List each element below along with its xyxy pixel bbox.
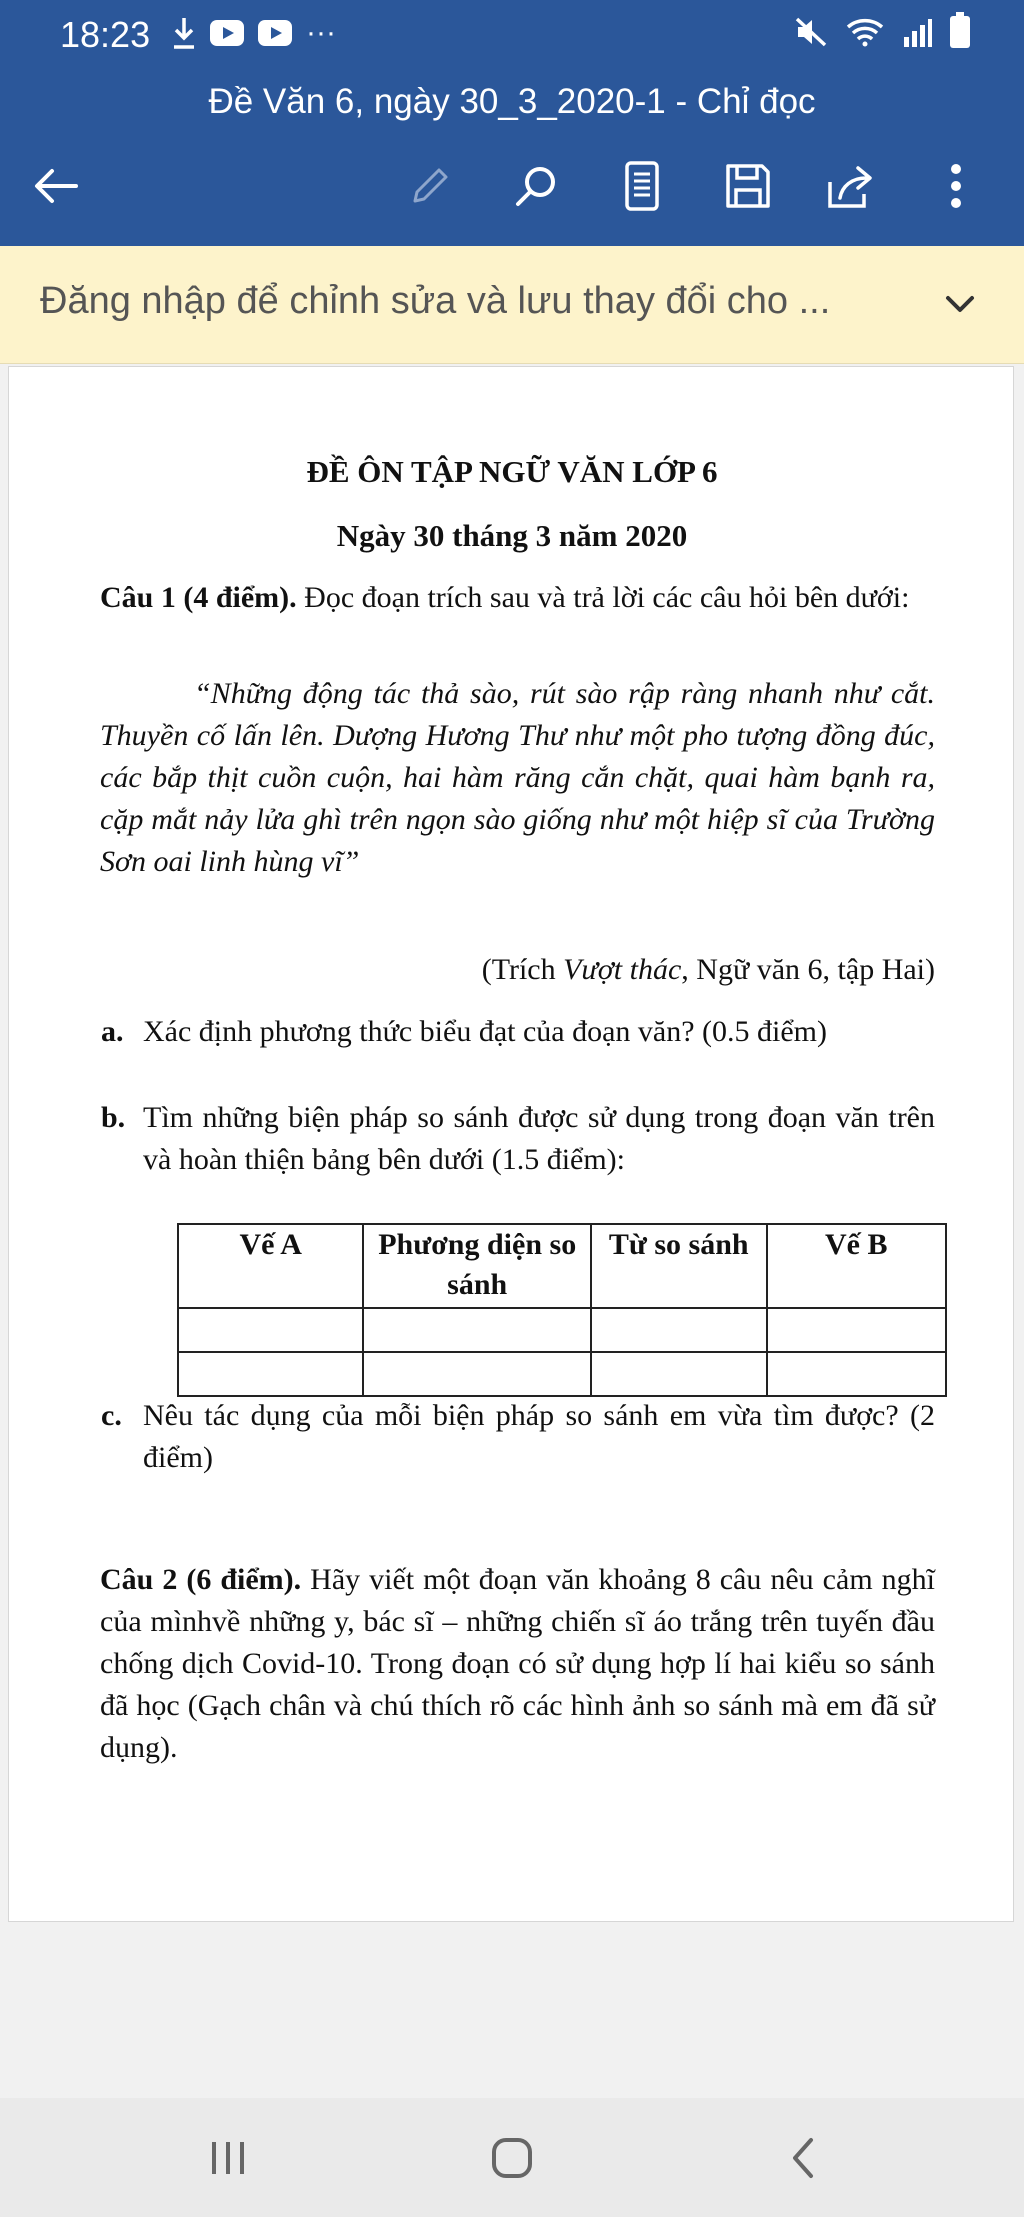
excerpt-quote: “Những động tác thả sào, rút sào rập ràng nhanh như cắt. Thuyền cố lấn lên. Dượng Hương Thư như một pho tượng đồng đúc, các bắp thịt cuồn cuộn, hai hàm răng cắn chặt, quai hàm bạnh ra, cặp mắt nảy lửa ghì trên ngọn sào giống như một hiệp sĩ của Trường Sơn oai linh hùng vĩ” — [100, 677, 935, 878]
table-cell — [591, 1308, 767, 1352]
back-arrow-icon — [32, 166, 80, 206]
question-1b — [101, 1097, 935, 1181]
table-row — [178, 1308, 946, 1352]
system-navigation-bar — [0, 2098, 1024, 2217]
chevron-down-icon[interactable] — [936, 280, 984, 328]
youtube-icon — [258, 20, 292, 46]
table-cell — [363, 1308, 591, 1352]
exam-title: ĐỀ ÔN TẬP NGỮ VĂN LỚP 6 — [306, 454, 718, 489]
item-label: a. — [101, 1015, 124, 1048]
question-1c — [101, 1395, 935, 1479]
table-cell — [767, 1352, 946, 1396]
share-button[interactable] — [814, 150, 886, 222]
youtube-icon — [210, 20, 244, 46]
mobile-view-button[interactable] — [606, 150, 678, 222]
pencil-icon — [407, 163, 453, 209]
share-icon — [824, 162, 876, 210]
home-icon — [490, 2136, 534, 2180]
recent-apps-icon — [208, 2140, 248, 2176]
sign-in-banner-text: Đăng nhập để chỉnh sửa và lưu thay đổi cho ... — [40, 280, 831, 322]
question-1a — [101, 1011, 935, 1053]
signal-icon — [902, 17, 932, 47]
question-1-label: Câu 1 (4 điểm). — [100, 581, 297, 614]
back-chevron-icon — [787, 2136, 817, 2180]
table-header-cell: Vế A — [178, 1224, 363, 1308]
save-icon — [724, 162, 772, 210]
table-header-cell: Từ so sánh — [591, 1224, 767, 1308]
wifi-icon — [846, 17, 884, 47]
question-2 — [100, 1559, 935, 1769]
status-system-icons — [794, 16, 970, 48]
document-page — [8, 366, 1014, 1922]
table-cell — [178, 1352, 363, 1396]
toolbar — [0, 150, 1024, 230]
table-header-cell: Vế B — [767, 1224, 946, 1308]
source-prefix: (Trích — [481, 953, 564, 986]
edit-button[interactable] — [394, 150, 466, 222]
search-button[interactable] — [500, 150, 572, 222]
status-time: 18:23 — [60, 14, 151, 55]
recent-apps-button[interactable] — [188, 2122, 268, 2194]
table-header-row — [178, 1224, 946, 1308]
mute-icon — [794, 16, 828, 48]
question-1 — [100, 577, 935, 619]
source-title: Vượt thác — [563, 953, 682, 986]
item-text: Nêu tác dụng của mỗi biện pháp so sánh em vừa tìm được? (2 điểm) — [143, 1399, 935, 1474]
comparison-table — [177, 1223, 947, 1397]
sign-in-banner[interactable] — [0, 246, 1024, 364]
excerpt-source — [100, 949, 935, 991]
table-cell — [178, 1308, 363, 1352]
save-button[interactable] — [712, 150, 784, 222]
table-row — [178, 1352, 946, 1396]
item-text: Xác định phương thức biểu đạt của đoạn văn? (0.5 điểm) — [143, 1015, 828, 1048]
search-icon — [512, 162, 560, 210]
download-icon — [172, 16, 196, 50]
question-2-label: Câu 2 (6 điểm). — [100, 1563, 302, 1596]
item-label: c. — [101, 1399, 122, 1432]
question-2-text: Hãy viết một đoạn văn khoảng 8 câu nêu cảm nghĩ của mìnhvề những y, bác sĩ – những chiến sĩ áo trắng trên tuyến đầu chống dịch Covid-10. Trong đoạn có sử dụng hợp lí hai kiểu so sánh đã học (Gạch chân và chú thích rõ các hình ảnh so sánh mà em đã sử dụng). — [100, 1563, 935, 1764]
more-vertical-icon — [949, 162, 963, 210]
source-suffix: , Ngữ văn 6, tập Hai) — [681, 953, 935, 986]
table-cell — [363, 1352, 591, 1396]
back-nav-button[interactable] — [762, 2122, 842, 2194]
item-label: b. — [101, 1101, 126, 1134]
back-button[interactable] — [20, 150, 92, 222]
battery-icon — [950, 16, 970, 48]
more-notifications-icon: ··· — [306, 16, 336, 49]
mobile-view-icon — [624, 160, 660, 212]
question-1-text: Đọc đoạn trích sau và trả lời các câu hỏi bên dưới: — [296, 581, 910, 614]
status-bar — [0, 0, 1024, 72]
app-header — [0, 0, 1024, 246]
home-button[interactable] — [472, 2122, 552, 2194]
table-header-cell: Phương diện so sánh — [363, 1224, 591, 1308]
table-cell — [767, 1308, 946, 1352]
document-title: Đề Văn 6, ngày 30_3_2020-1 - Chỉ đọc — [208, 82, 816, 121]
status-notification-icons — [172, 16, 336, 50]
item-text: Tìm những biện pháp so sánh được sử dụng trong đoạn văn trên và hoàn thiện bảng bên dưới (1.5 điểm): — [143, 1101, 935, 1176]
table-cell — [591, 1352, 767, 1396]
exam-date: Ngày 30 tháng 3 năm 2020 — [336, 518, 688, 553]
more-options-button[interactable] — [920, 150, 992, 222]
